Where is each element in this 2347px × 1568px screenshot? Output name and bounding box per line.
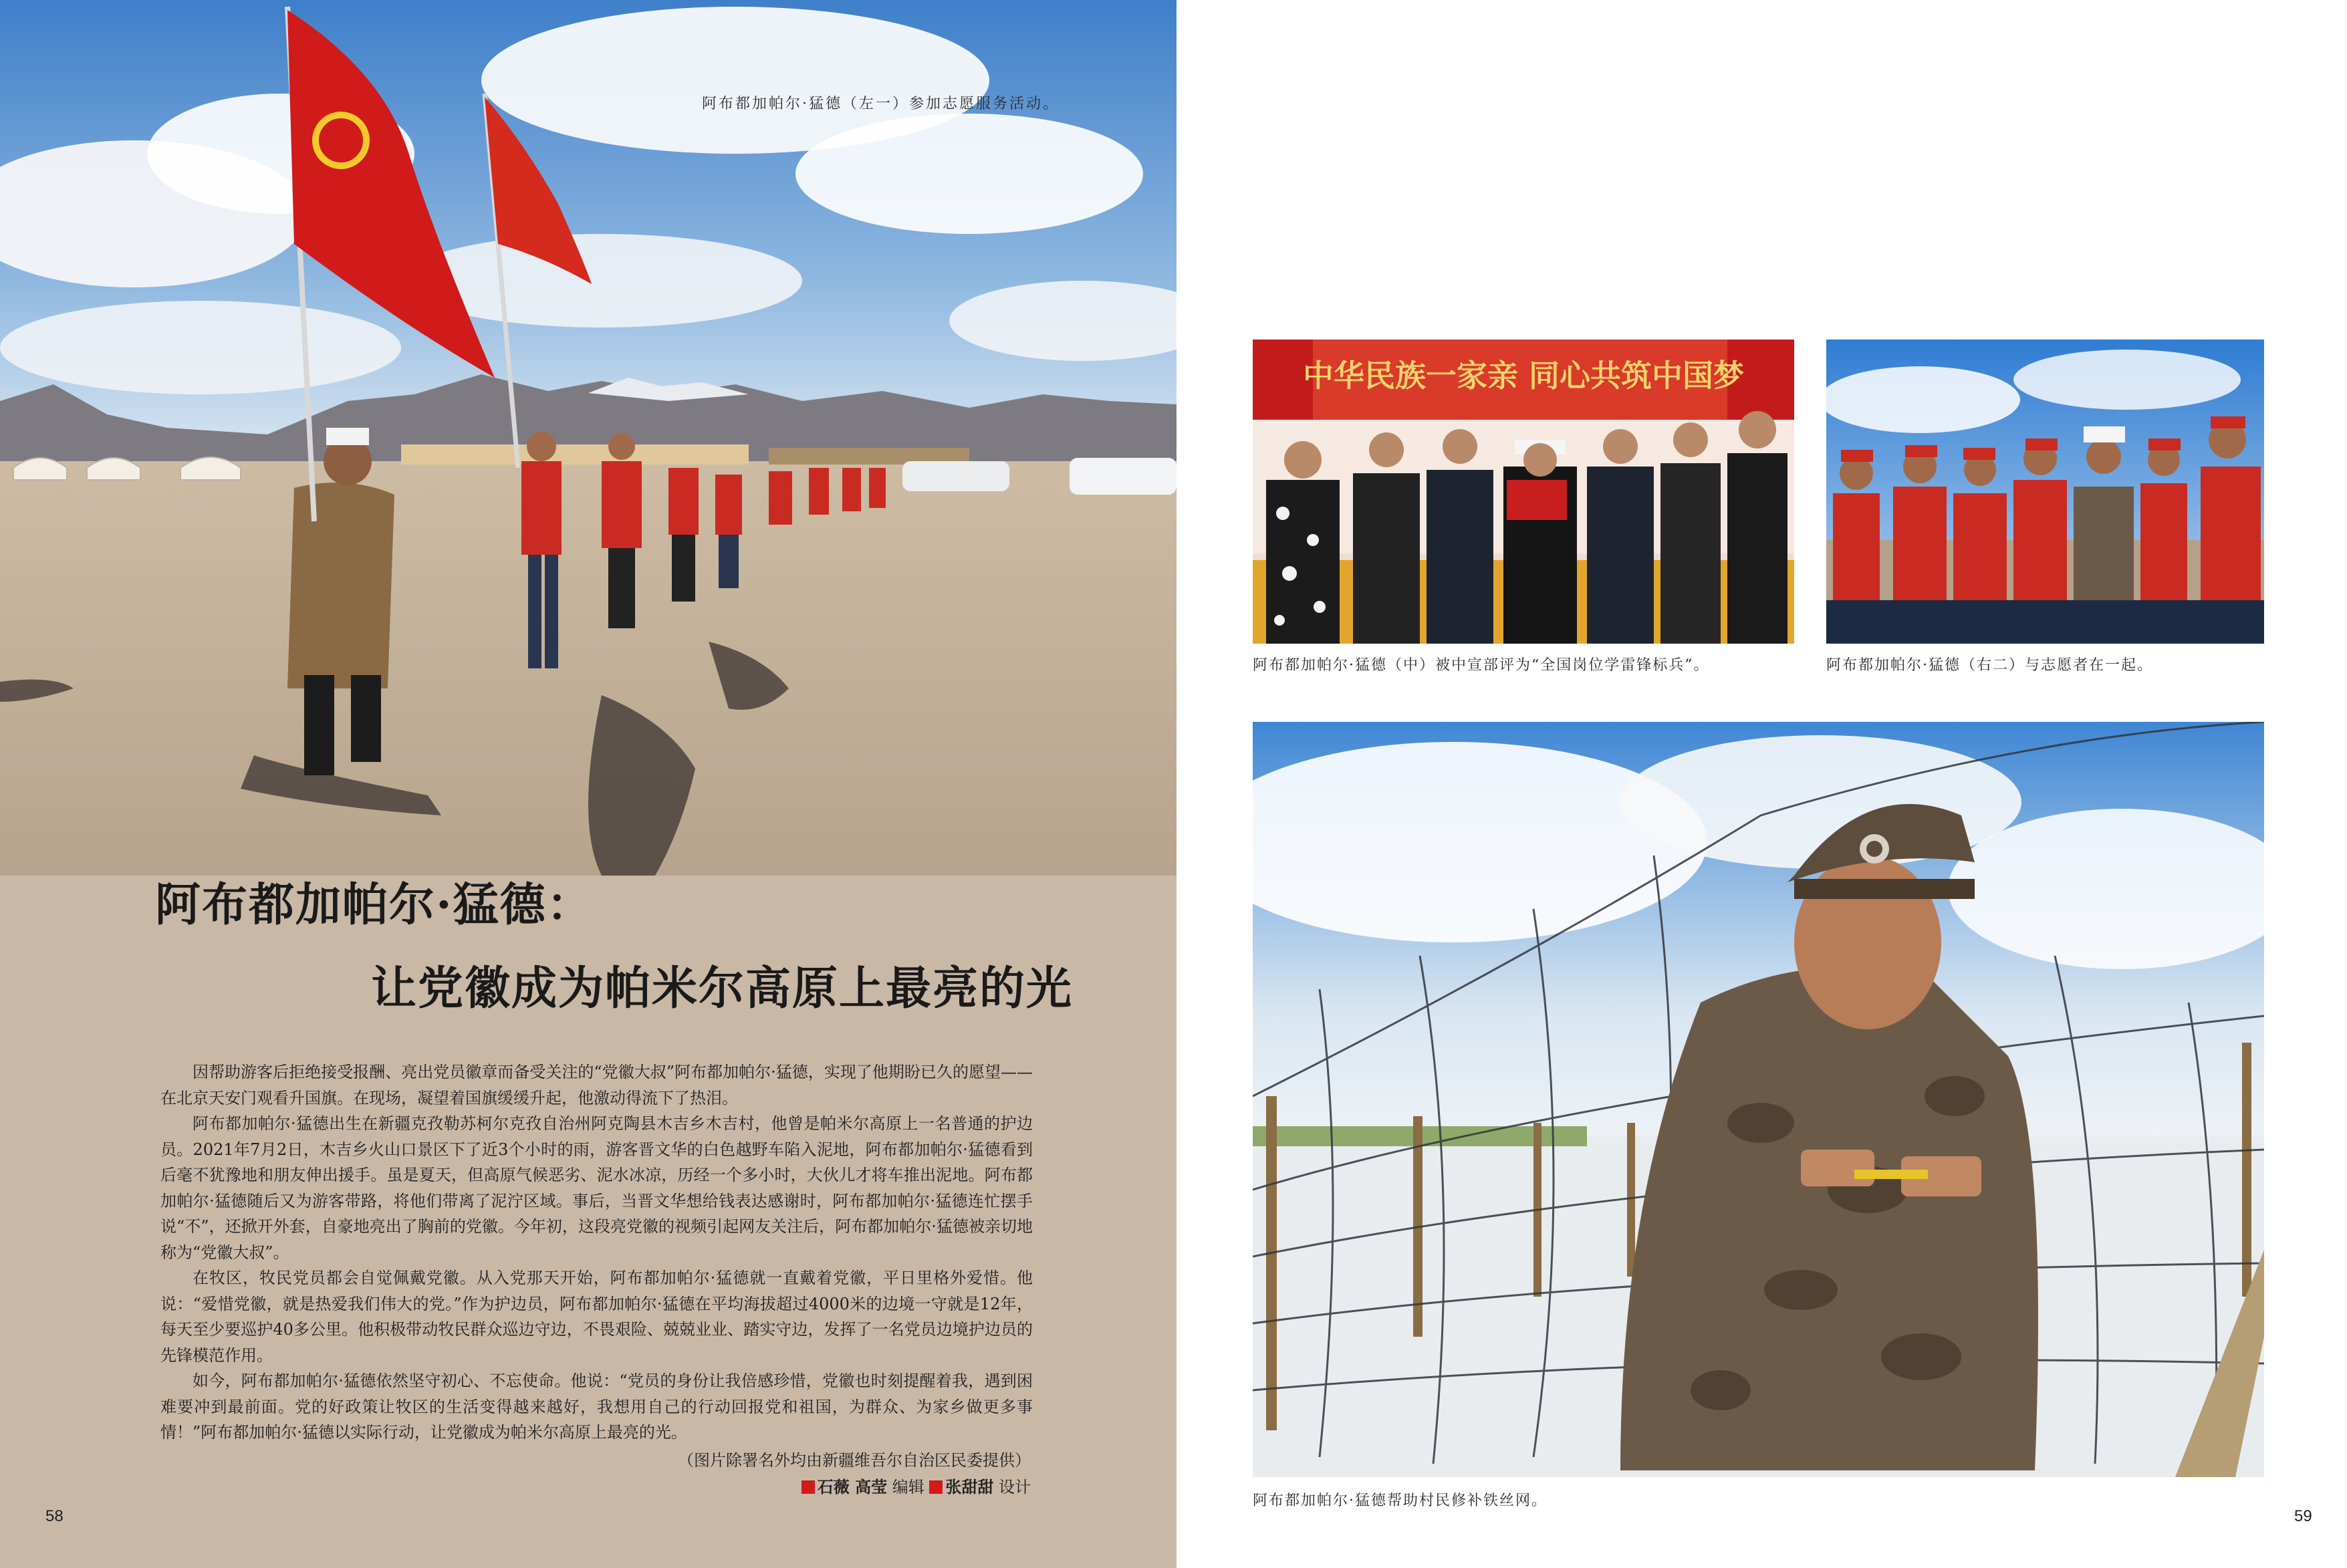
editor-credits [801, 1474, 1031, 1497]
volunteers-caption: 阿布都加帕尔·猛德（右二）与志愿者在一起。 [1826, 657, 2153, 674]
body-paragraph: 因帮助游客后拒绝接受报酬、亮出党员徽章而备受关注的“党徽大叔”阿布都加帕尔·猛德，实现了他期盼已久的愿望——在北京天安门观看升国旗。在现场，凝望着国旗缓缓升起，他激动得流下了热泪。 [160, 1063, 1033, 1107]
right-page [1177, 0, 2347, 1568]
page-number-left: 58 [45, 1507, 64, 1525]
body-paragraph: 阿布都加帕尔·猛德出生在新疆克孜勒苏柯尔克孜自治州阿克陶县木吉乡木吉村，他曾是帕米尔高原上一名普通的护边员。2021年7月2日，木吉乡火山口景区下了近3个小时的雨，游客晋文华的白色越野车陷入泥地，阿布都加帕尔·猛德看到后毫不犹豫地和朋友伸出援手。虽是夏天，但高原气候恶劣、泥水冰凉，历经一个多小时，大伙儿才将车推出泥地。阿布都加帕尔·猛德随后又为游客带路，将他们带离了泥泞区域。事后，当晋文华想给钱表达感谢时，阿布都加帕尔·猛德连忙摆手说“不”，还掀开外套，自豪地亮出了胸前的党徽。今年初，这段亮党徽的视频引起网友关注后，阿布都加帕尔·猛德被亲切地称为“党徽大叔”。 [160, 1114, 1033, 1262]
editor-role: 编辑 [892, 1478, 924, 1496]
red-square-icon [801, 1480, 815, 1494]
page-number-right: 59 [2294, 1507, 2312, 1525]
article-body [160, 1059, 1033, 1446]
editor-names: 石薇 高莹 [817, 1477, 888, 1496]
article-title: 阿布都加帕尔·猛德： [155, 878, 594, 932]
hero-caption: 阿布都加帕尔·猛德（左一）参加志愿服务活动。 [702, 96, 1060, 112]
hero-photo [0, 0, 1177, 876]
red-square-icon [929, 1480, 943, 1494]
designer-name: 张甜甜 [945, 1477, 994, 1496]
award-caption: 阿布都加帕尔·猛德（中）被中宣部评为“全国岗位学雷锋标兵”。 [1253, 657, 1710, 674]
body-paragraph: 在牧区，牧民党员都会自觉佩戴党徽。从入党那天开始，阿布都加帕尔·猛德就一直戴着党徽，平日里格外爱惜。他说：“爱惜党徽，就是热爱我们伟大的党。”作为护边员，阿布都加帕尔·猛德在平均海拔超过4000米的边境一守就是12年，每天至少要巡护40多公里。他积极带动牧民群众巡边守边，不畏艰险、兢兢业业、踏实守边，发挥了一名党员边境护边员的先锋模范作用。 [160, 1269, 1033, 1365]
award-photo [1253, 340, 1794, 644]
article-subtitle: 让党徽成为帕米尔高原上最亮的光 [371, 962, 1074, 1015]
designer-role: 设计 [999, 1478, 1031, 1496]
fence-caption: 阿布都加帕尔·猛德帮助村民修补铁丝网。 [1253, 1492, 1548, 1509]
banner-text: 中华民族一家亲 同心共筑中国梦 [1302, 358, 1745, 394]
volunteers-photo [1826, 340, 2264, 644]
fence-repair-photo [1253, 722, 2264, 1477]
photo-credit: （图片除署名外均由新疆维吾尔自治区民委提供） [678, 1451, 1031, 1470]
body-paragraph: 如今，阿布都加帕尔·猛德依然坚守初心、不忘使命。他说：“党员的身份让我倍感珍惜，党徽也时刻提醒着我，遇到困难要冲到最前面。党的好政策让牧区的生活变得越来越好，我想用自己的行动回报党和祖国，为群众、为家乡做更多事情！”阿布都加帕尔·猛德以实际行动，让党徽成为帕米尔高原上最亮的光。 [160, 1371, 1033, 1442]
